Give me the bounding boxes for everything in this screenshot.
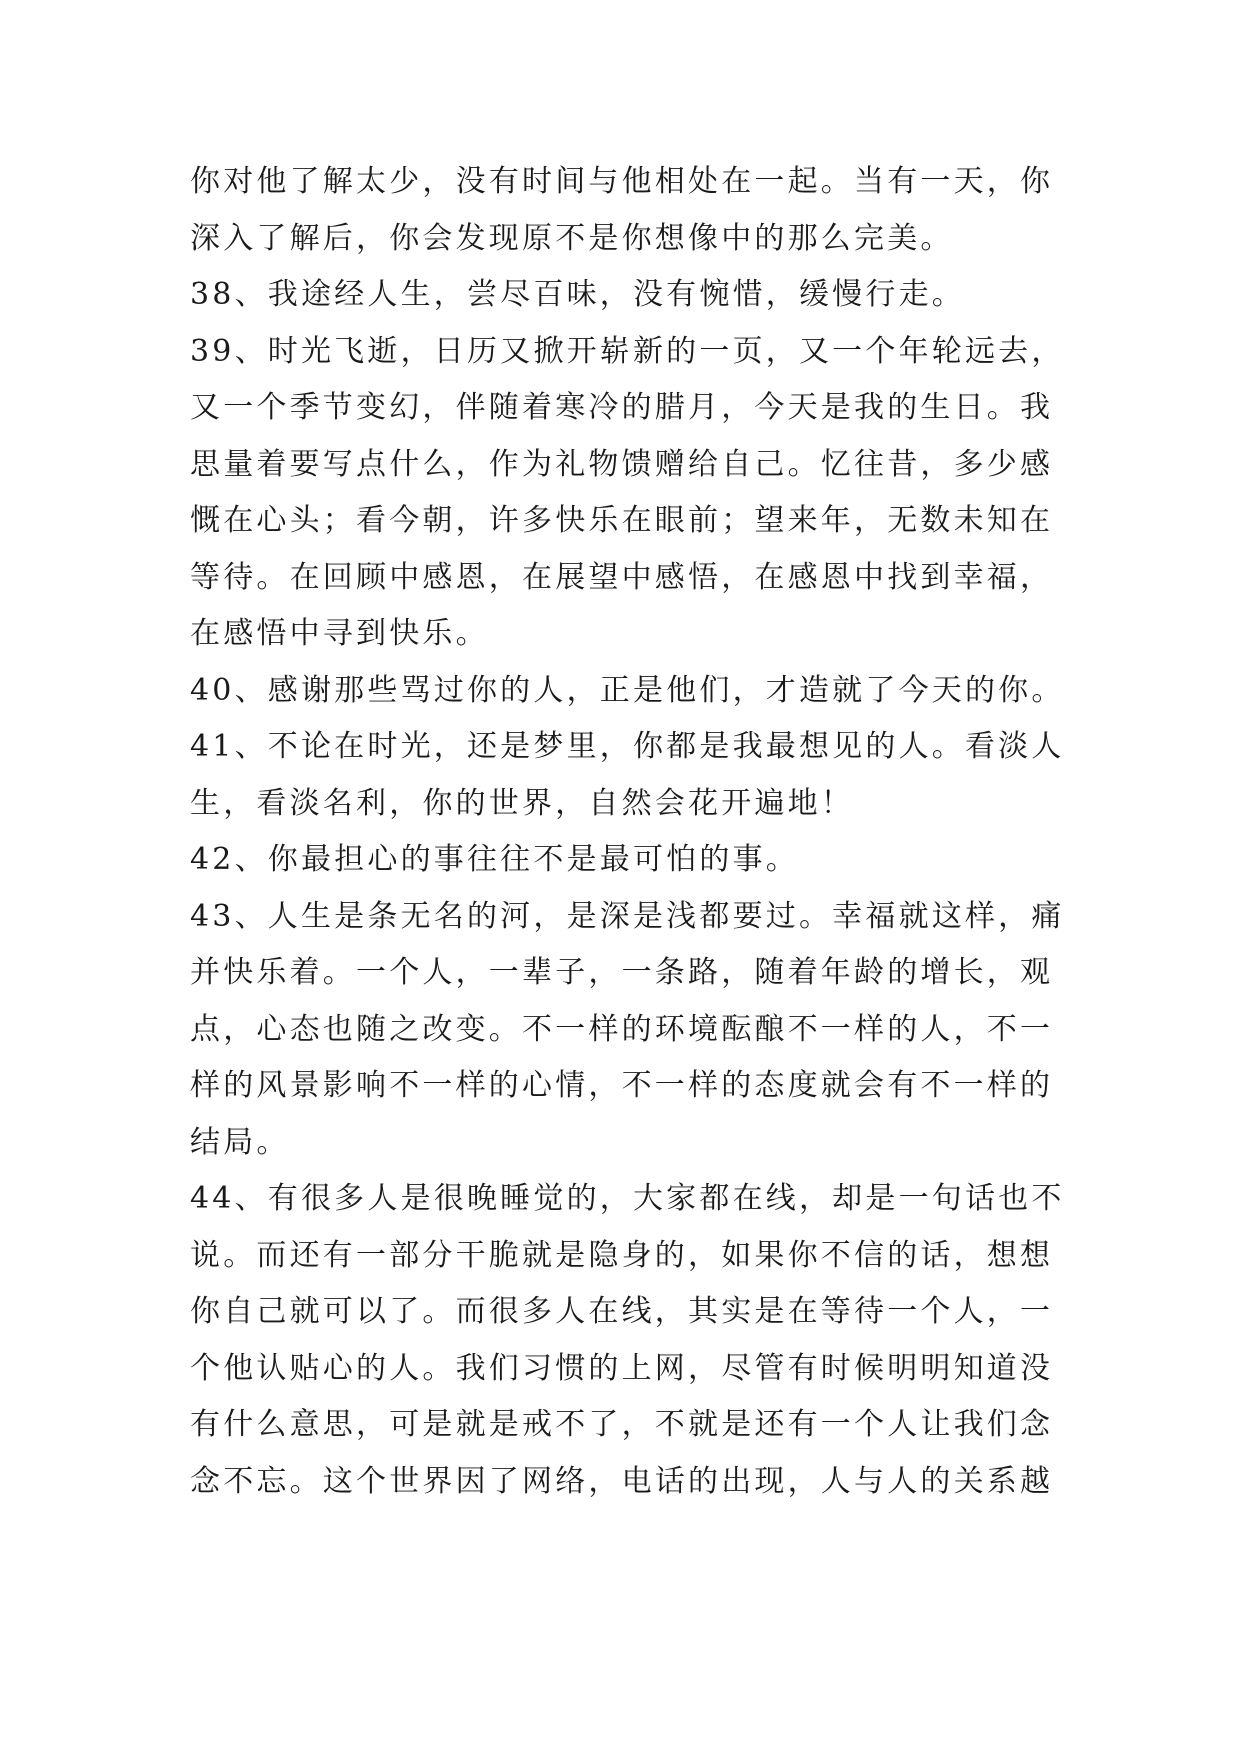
text-line: 等待。在回顾中感恩，在展望中感悟，在感恩中找到幸福， — [190, 559, 1054, 595]
text-line: 40、感谢那些骂过你的人，正是他们，才造就了今天的你。 — [190, 672, 1065, 708]
text-line: 你自己就可以了。而很多人在线，其实是在等待一个人，一 — [190, 1294, 1054, 1329]
text-line: 说。而还有一部分干脆就是隐身的，如果你不信的话，想想 — [190, 1237, 1054, 1273]
text-line: 有什么意思，可是就是戒不了，不就是还有一个人让我们念 — [190, 1407, 1054, 1442]
text-line: 并快乐着。一个人，一辈子，一条路，随着年龄的增长，观 — [190, 955, 1054, 990]
text-line: 结局。 — [190, 1124, 290, 1160]
text-line: 39、时光飞逝，日历又掀开崭新的一页，又一个年轮远去， — [190, 333, 1065, 369]
text-line: 又一个季节变幻，伴随着寒冷的腊月，今天是我的生日。我 — [190, 390, 1054, 425]
text-line: 你对他了解太少，没有时间与他相处在一起。当有一天，你 — [190, 164, 1054, 199]
text-line: 慨在心头；看今朝，许多快乐在眼前；望来年，无数未知在 — [190, 503, 1054, 538]
text-line: 43、人生是条无名的河，是深是浅都要过。幸福就这样，痛 — [190, 898, 1065, 934]
text-line: 38、我途经人生，尝尽百味，没有惋惜，缓慢行走。 — [190, 277, 965, 312]
text-line: 44、有很多人是很晚睡觉的，大家都在线，却是一句话也不 — [190, 1181, 1065, 1216]
text-line: 念不忘。这个世界因了网络，电话的出现，人与人的关系越 — [190, 1463, 1054, 1499]
text-line: 生，看淡名利，你的世界，自然会花开遍地！ — [190, 785, 854, 821]
text-line: 个他认贴心的人。我们习惯的上网，尽管有时候明明知道没 — [190, 1350, 1054, 1386]
text-line: 在感悟中寻到快乐。 — [190, 616, 489, 651]
text-line: 思量着要写点什么，作为礼物馈赠给自己。忆往昔，多少感 — [190, 446, 1054, 482]
text-line: 深入了解后，你会发现原不是你想像中的那么完美。 — [190, 220, 954, 256]
text-line: 41、不论在时光，还是梦里，你都是我最想见的人。看淡人 — [190, 729, 1065, 764]
document-body — [190, 154, 1070, 1510]
text-line: 42、你最担心的事往往不是最可怕的事。 — [190, 842, 799, 877]
text-line: 样的风景影响不一样的心情，不一样的态度就会有不一样的 — [190, 1068, 1054, 1103]
text-line: 点，心态也随之改变。不一样的环境酝酿不一样的人，不一 — [190, 1011, 1054, 1047]
